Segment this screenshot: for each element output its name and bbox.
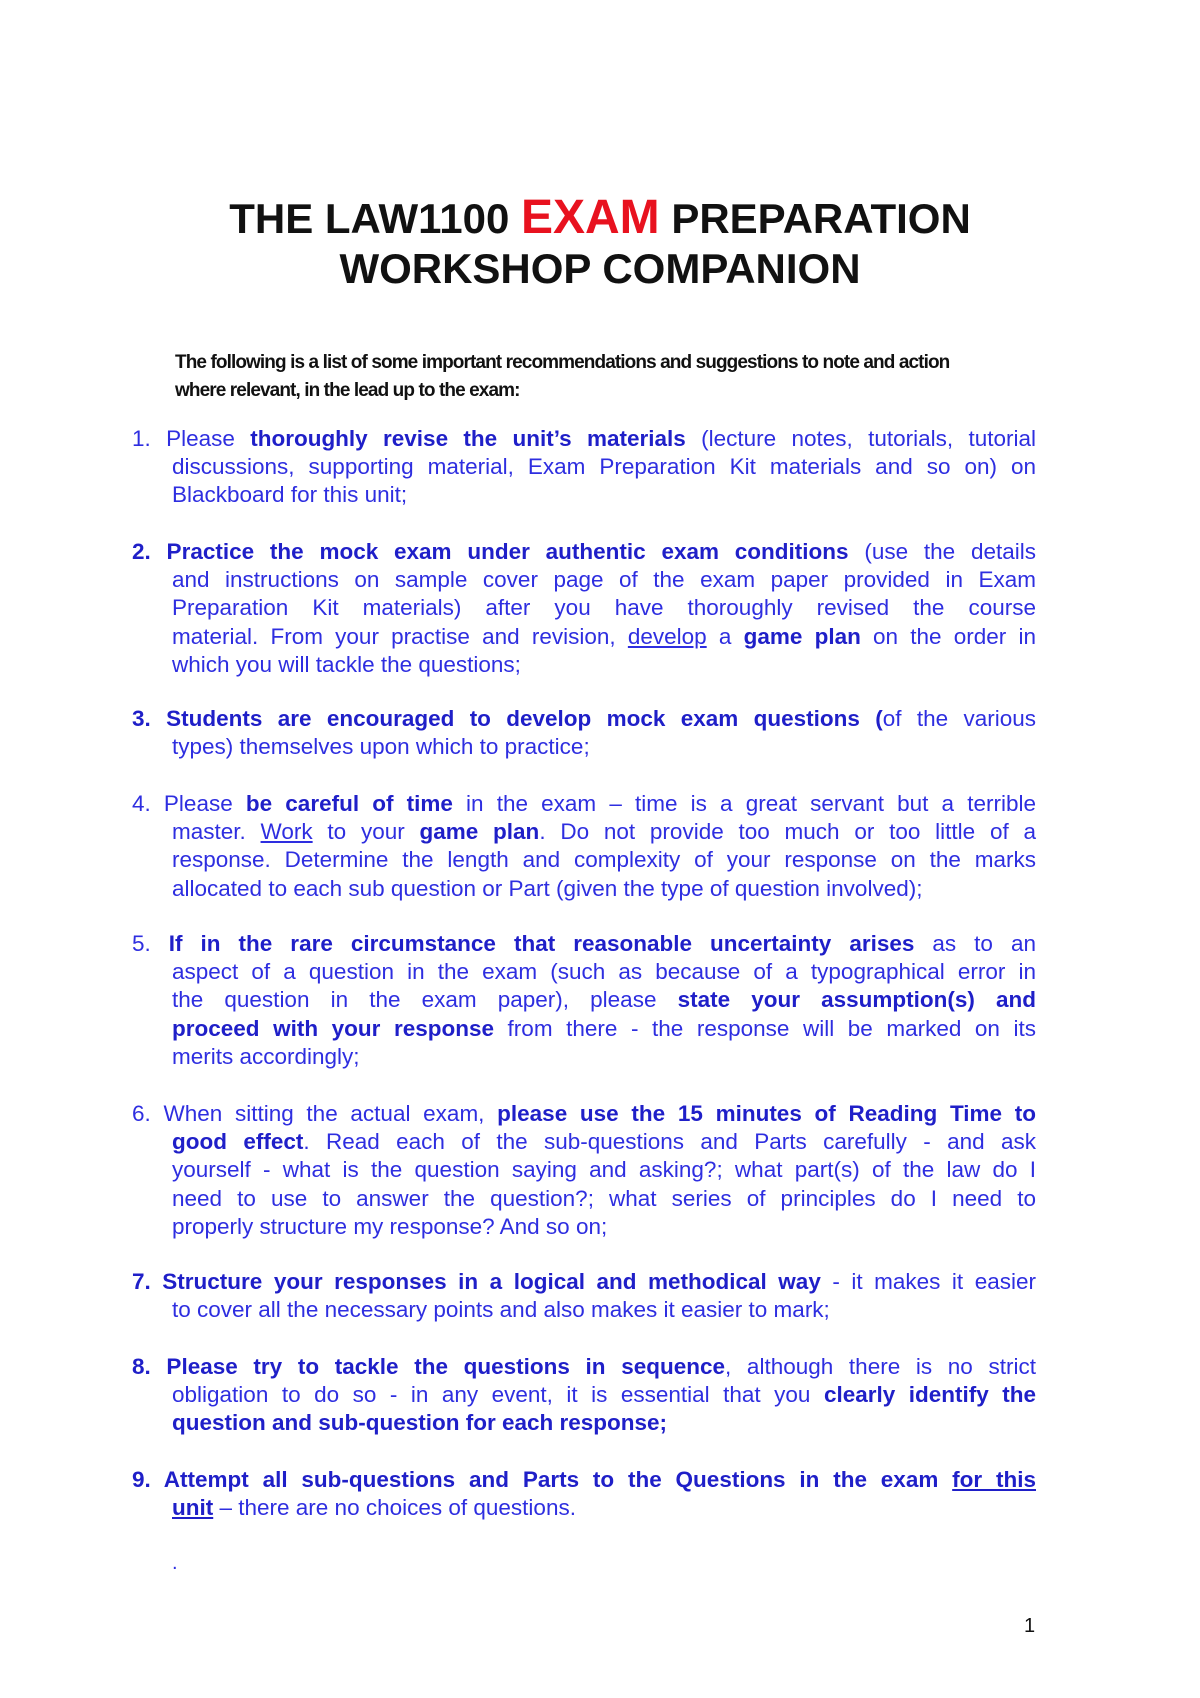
intro-paragraph — [175, 349, 1035, 405]
list-item-text: discussions, supporting material, Exam Preparation Kit materials and so on) on — [172, 454, 1036, 480]
list-item-text: need to use to answer the question?; what series of principles do I need to — [172, 1185, 1036, 1211]
list-item-line — [132, 1185, 1036, 1213]
list-item-line — [132, 790, 1036, 818]
list-item-number: 6. — [132, 1101, 151, 1126]
list-item-number: 9. — [132, 1467, 151, 1492]
list-item-line — [132, 930, 1036, 958]
list-item-text: of the various — [882, 706, 1036, 731]
list-item-text: merits accordingly; — [172, 1043, 360, 1069]
list-item — [132, 425, 1036, 510]
list-item-text: and instructions on sample cover page of the exam paper provided in Exam — [172, 567, 1036, 593]
list-item-text: If in the rare circumstance that reasonable uncertainty arises — [150, 931, 915, 956]
list-item-line — [132, 1015, 1036, 1043]
list-item-line — [132, 818, 1036, 846]
intro-line: where relevant, in the lead up to the exam: — [175, 380, 520, 401]
list-item-text: . Read each of the sub-questions and Parts carefully - and ask — [303, 1129, 1036, 1155]
list-item-line — [132, 481, 1036, 509]
list-item-text: Please — [150, 791, 246, 816]
title-line-2: WORKSHOP COMPANION — [339, 245, 861, 292]
list-item-text: . Do not provide too much or too little of a — [539, 819, 1036, 845]
list-item — [132, 705, 1036, 761]
list-item-number: 5. — [132, 931, 151, 956]
list-item-text: proceed with your response — [172, 1015, 494, 1041]
trailing-dot: . — [172, 1552, 178, 1574]
list-item-line — [132, 846, 1036, 874]
list-item — [132, 1100, 1036, 1241]
list-item-text: from there - the response will be marked on its — [494, 1015, 1037, 1041]
list-item-text: material. From your practise and revision, — [172, 623, 628, 649]
list-item-text: to cover all the necessary points and also makes it easier to mark; — [172, 1297, 830, 1323]
list-item-text: When sitting the actual exam, — [150, 1101, 498, 1126]
list-item-number: 7. — [132, 1269, 151, 1294]
list-item-line — [132, 1043, 1036, 1071]
list-item-number: 2. — [132, 539, 151, 564]
list-item-text: response. Determine the length and complexity of your response on the marks — [172, 847, 1036, 873]
list-item-line — [132, 1466, 1036, 1494]
list-item-text: - it makes it easier — [820, 1269, 1036, 1294]
list-item-text: Students are encouraged to develop mock exam questions ( — [150, 706, 883, 731]
list-item-number: 3. — [132, 706, 151, 731]
list-item-text: yourself - what is the question saying and asking?; what part(s) of the law do I — [172, 1157, 1036, 1183]
title-exam-highlight: EXAM — [520, 191, 660, 244]
list-item-text: master. — [172, 819, 261, 845]
list-item-text: Preparation Kit materials) after you have thoroughly revised the course — [172, 595, 1036, 621]
list-item-line — [132, 453, 1036, 481]
page-number: 1 — [1024, 1615, 1036, 1637]
list-item-line — [132, 1100, 1036, 1128]
list-item-line — [132, 538, 1036, 566]
list-item-number: 8. — [132, 1354, 151, 1379]
list-item-text: a — [706, 623, 744, 649]
list-item-line — [132, 1409, 1036, 1437]
list-item-text: thoroughly revise the unit’s materials — [250, 426, 686, 451]
list-item-text: Blackboard for this unit; — [172, 482, 408, 508]
list-item-text: Attempt all sub-questions and Parts to the Questions in the exam — [150, 1467, 953, 1492]
list-item-line — [132, 1381, 1036, 1409]
list-item-text: Please try to tackle the questions in sequence — [150, 1354, 726, 1379]
list-item-line — [132, 733, 1036, 761]
list-item-text: unit — [172, 1495, 214, 1521]
title-text: PREPARATION — [659, 195, 971, 242]
list-item-line — [132, 1213, 1036, 1241]
list-item-line — [132, 705, 1036, 733]
list-item-line — [132, 651, 1036, 679]
list-item-text: obligation to do so - in any event, it is essential that you — [172, 1382, 824, 1408]
list-item-text: clearly identify the — [823, 1382, 1036, 1408]
list-item-text: to your — [312, 819, 420, 845]
list-item-text: , although there is no strict — [725, 1354, 1036, 1379]
list-item-text: types) themselves upon which to practice; — [172, 734, 590, 760]
list-item-text: please use the 15 minutes of Reading Time to — [497, 1101, 1037, 1126]
list-item-line — [132, 1353, 1036, 1381]
list-item-line — [132, 1128, 1036, 1156]
list-item-text: the question in the exam paper), please — [172, 987, 678, 1013]
list-item-text: on the order in — [860, 623, 1036, 649]
list-item-line — [132, 986, 1036, 1014]
list-item-text: game plan — [419, 819, 540, 845]
list-item-text: aspect of a question in the exam (such as because of a typographical error in — [172, 959, 1036, 985]
list-item-text: be careful of time — [245, 791, 453, 816]
list-item-text: in the exam – time is a great servant but a terrible — [452, 791, 1036, 816]
list-item-text: good effect — [172, 1129, 304, 1155]
list-item-text: (lecture notes, tutorials, tutorial — [685, 426, 1036, 451]
list-item-number: 4. — [132, 791, 151, 816]
list-item — [132, 1268, 1036, 1324]
list-item-text: Work — [260, 819, 313, 845]
list-item-line — [132, 1268, 1036, 1296]
list-item-text: which you will tackle the questions; — [172, 651, 521, 677]
list-item — [132, 538, 1036, 679]
list-item-number: 1. — [132, 426, 151, 451]
list-item-line — [132, 1494, 1036, 1522]
list-item-line — [132, 594, 1036, 622]
list-item-text: as to an — [914, 931, 1036, 956]
list-item-line — [132, 1156, 1036, 1184]
list-item-text: Structure your responses in a logical and methodical way — [150, 1269, 821, 1294]
intro-line: The following is a list of some important recommendations and suggestions to note and action — [175, 352, 950, 373]
list-item-text: allocated to each sub question or Part (given the type of question involved); — [172, 875, 923, 901]
list-item-line — [132, 958, 1036, 986]
list-item-text: for this — [952, 1467, 1036, 1492]
list-item-text: (use the details — [848, 539, 1036, 564]
list-item-text: state your assumption(s) and — [677, 987, 1036, 1013]
list-item — [132, 1353, 1036, 1438]
list-item-text: Please — [150, 426, 251, 451]
list-item-line — [132, 875, 1036, 903]
list-item — [132, 930, 1036, 1071]
list-item-text: – there are no choices of questions. — [213, 1495, 576, 1521]
list-item-line — [132, 425, 1036, 453]
list-item-text: properly structure my response? And so on; — [172, 1213, 608, 1239]
title-text: THE LAW1100 — [229, 195, 521, 242]
list-item-text: game plan — [743, 623, 861, 649]
list-item — [132, 1466, 1036, 1522]
list-item-line — [132, 623, 1036, 651]
list-item-text: question and sub-question for each response; — [172, 1410, 668, 1436]
list-item — [132, 790, 1036, 903]
list-item-line — [132, 1296, 1036, 1324]
page-title — [0, 193, 1200, 294]
title-line-1 — [0, 193, 1200, 244]
list-item-line — [132, 566, 1036, 594]
list-item-text: Practice the mock exam under authentic exam conditions — [150, 539, 849, 564]
list-item-text: develop — [627, 623, 707, 649]
